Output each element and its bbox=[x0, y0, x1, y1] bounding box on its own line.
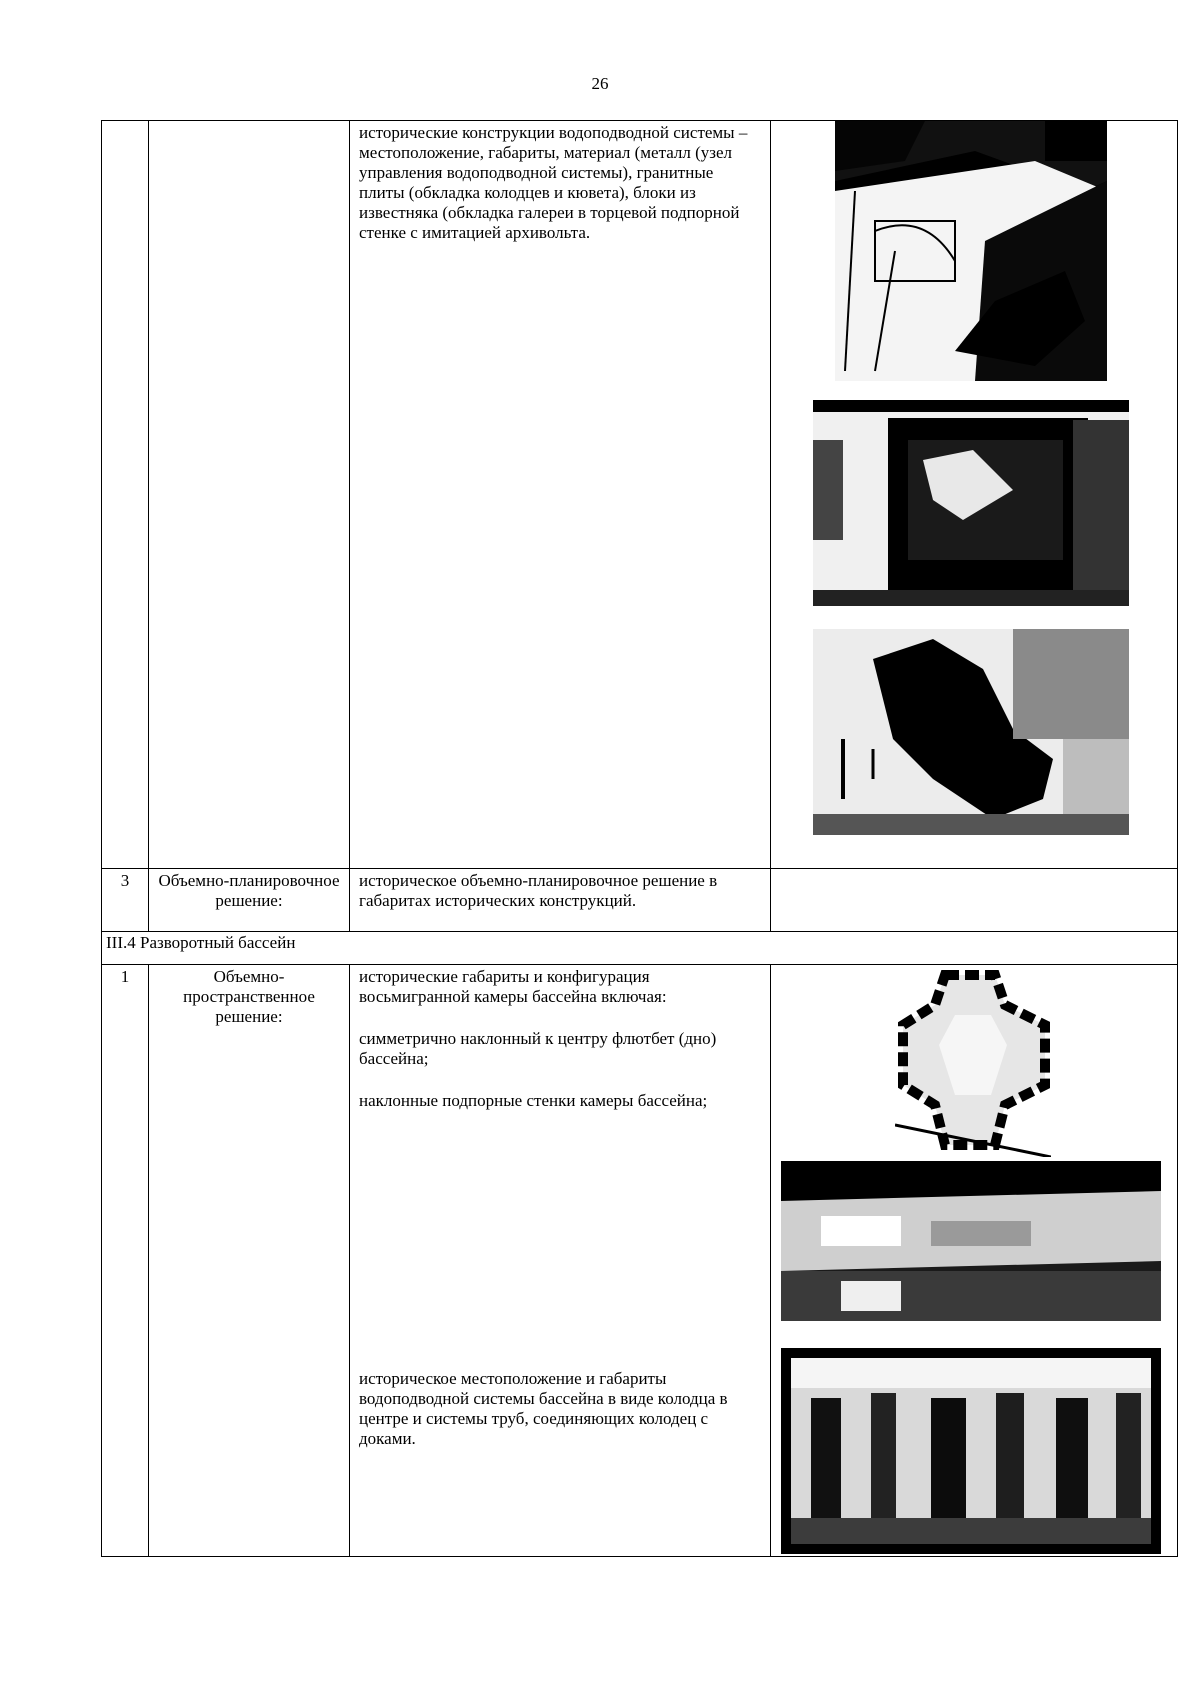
description-paragraph: исторические конструкции водоподводной системы – местоположение, габариты, материал (металл (узел управления водоподводной системы), гранитные плиты (обкладка колодцев и кювета), блоки из известняка (обкладка галереи в торцевой подпорной стенке с имитацией архивольта. bbox=[359, 123, 748, 242]
row-description bbox=[350, 121, 771, 869]
photo-basin-retaining-wall bbox=[781, 1348, 1161, 1554]
photo-cell bbox=[771, 121, 1178, 869]
description-paragraph: историческое объемно-планировочное решение в габаритах исторических конструкций. bbox=[359, 871, 718, 910]
description-paragraph: исторические габариты и конфигурация восьмигранной камеры бассейна включая: bbox=[359, 967, 667, 1006]
description-paragraph: историческое местоположение и габариты водоподводной системы бассейна в виде колодца в центре и системы труб, соединяющих колодец с доками. bbox=[359, 1369, 728, 1448]
row-name bbox=[149, 121, 350, 869]
description-paragraph: наклонные подпорные стенки камеры бассейна; bbox=[359, 1091, 708, 1110]
monument-features-table bbox=[101, 120, 1178, 1557]
photo-octagonal-basin-plan bbox=[895, 965, 1051, 1157]
table-row bbox=[102, 869, 1178, 932]
table-row bbox=[102, 121, 1178, 869]
description-paragraph: симметрично наклонный к центру флютбет (дно) бассейна; bbox=[359, 1029, 717, 1068]
table-row bbox=[102, 965, 1178, 1557]
photo-cell bbox=[771, 965, 1178, 1557]
section-heading: III.4 Разворотный бассейн bbox=[102, 932, 1178, 965]
row-description bbox=[350, 965, 771, 1557]
section-heading-row bbox=[102, 932, 1178, 965]
photo-galley-ruins bbox=[813, 629, 1129, 835]
photo-basin-overgrown bbox=[781, 1161, 1161, 1321]
page-number: 26 bbox=[591, 74, 609, 93]
row-description bbox=[350, 869, 771, 932]
row-number bbox=[102, 121, 149, 869]
photo-gallery-entrance bbox=[835, 121, 1107, 381]
row-name: Объемно-планировочное решение: bbox=[149, 869, 350, 932]
row-number: 3 bbox=[102, 869, 149, 932]
row-number: 1 bbox=[102, 965, 149, 1557]
row-name: Объемно-пространственное решение: bbox=[149, 965, 350, 1557]
photo-cell bbox=[771, 869, 1178, 932]
photo-stone-well bbox=[813, 400, 1129, 606]
